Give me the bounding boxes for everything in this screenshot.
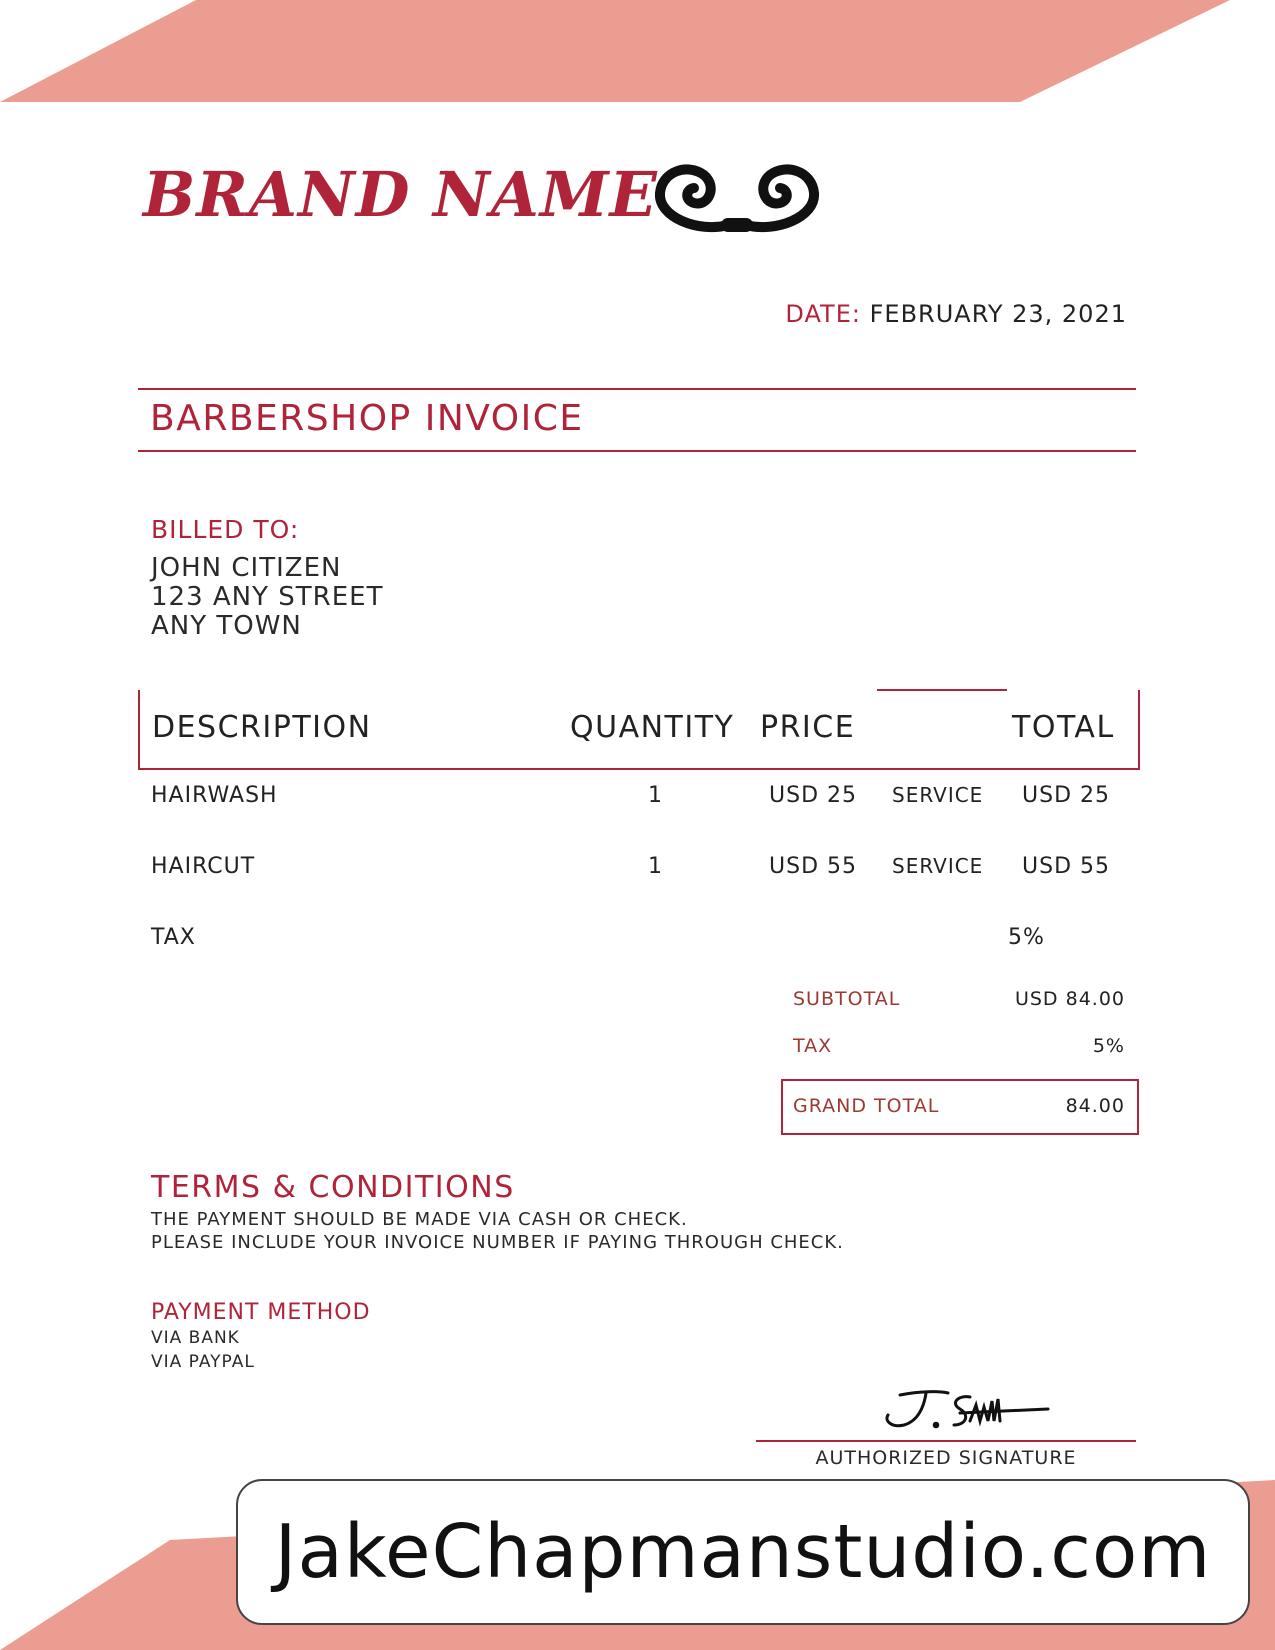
row-price: USD 25	[769, 783, 857, 808]
brand-name: BRAND NAME	[143, 158, 658, 231]
date-label: DATE:	[785, 300, 861, 328]
row-description: HAIRCUT	[151, 854, 256, 879]
grand-total-box	[781, 1079, 1139, 1135]
handwritten-signature	[870, 1385, 1050, 1435]
tax-row-value: 5%	[1008, 925, 1045, 950]
table-row	[0, 854, 1275, 894]
billed-to-street: 123 ANY STREET	[151, 582, 384, 612]
grand-total-label: GRAND TOTAL	[793, 1095, 940, 1117]
scroll-swirl-icon	[648, 155, 826, 241]
signature-label: AUTHORIZED SIGNATURE	[815, 1447, 1077, 1469]
watermark-text: JakeChapmanstudio.com	[274, 1509, 1212, 1595]
payment-method-item: VIA PAYPAL	[151, 1352, 255, 1372]
grand-total-value: 84.00	[1065, 1095, 1125, 1117]
signature-line	[756, 1440, 1136, 1442]
header-description: DESCRIPTION	[152, 710, 372, 745]
payment-method-item: VIA BANK	[151, 1328, 240, 1348]
tax-row	[0, 925, 1275, 965]
row-quantity: 1	[648, 854, 663, 879]
billed-to-town: ANY TOWN	[151, 611, 302, 641]
row-total: USD 25	[1022, 783, 1110, 808]
watermark-banner	[236, 1479, 1250, 1625]
table-header	[138, 690, 1140, 770]
tax-row-label: TAX	[151, 925, 196, 950]
terms-line: PLEASE INCLUDE YOUR INVOICE NUMBER IF PAYING THROUGH CHECK.	[151, 1232, 844, 1253]
row-description: HAIRWASH	[151, 783, 278, 808]
invoice-date	[785, 300, 1127, 328]
top-decorative-band	[0, 0, 1275, 102]
row-total: USD 55	[1022, 854, 1110, 879]
summary-tax-label: TAX	[793, 1035, 833, 1057]
billed-to-name: JOHN CITIZEN	[151, 553, 342, 583]
header-total: TOTAL	[1012, 710, 1115, 745]
terms-line: THE PAYMENT SHOULD BE MADE VIA CASH OR CHECK.	[151, 1209, 688, 1230]
row-type: SERVICE	[892, 783, 984, 807]
row-price: USD 55	[769, 854, 857, 879]
terms-title: TERMS & CONDITIONS	[151, 1170, 515, 1205]
invoice-title-bar	[138, 388, 1136, 452]
subtotal-label: SUBTOTAL	[793, 988, 901, 1010]
billed-to-label: BILLED TO:	[151, 515, 300, 544]
subtotal-value: USD 84.00	[1014, 988, 1125, 1010]
table-row	[0, 783, 1275, 823]
invoice-title: BARBERSHOP INVOICE	[150, 398, 584, 439]
row-type: SERVICE	[892, 854, 984, 878]
date-value: FEBRUARY 23, 2021	[869, 300, 1127, 328]
row-quantity: 1	[648, 783, 663, 808]
summary-tax-row	[0, 1035, 1275, 1065]
subtotal-row	[0, 988, 1275, 1018]
payment-method-title: PAYMENT METHOD	[151, 1300, 371, 1325]
header-quantity: QUANTITY	[570, 710, 735, 745]
header-price: PRICE	[760, 710, 856, 745]
summary-tax-value: 5%	[1092, 1035, 1125, 1057]
